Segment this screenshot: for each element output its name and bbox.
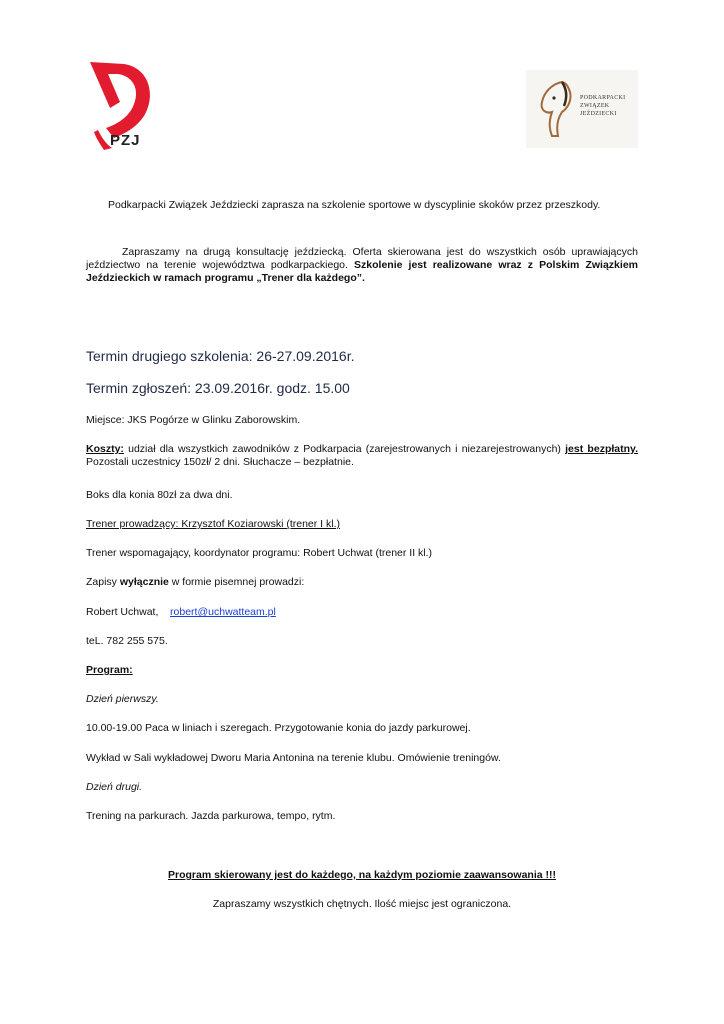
zapisy <box>86 576 304 589</box>
org-line-1: PODKARPACKI <box>580 95 626 101</box>
closing: Zapraszamy wszystkich chętnych. Ilość miejsc jest ograniczona. <box>212 898 512 910</box>
termin-szkolenia: Termin drugiego szkolenia: 26-27.09.2016r. <box>86 348 355 364</box>
koszty-free: jest bezpłatny. <box>565 443 638 455</box>
org-line-2: ZWIĄZEK <box>580 103 610 109</box>
phone: teL. 782 255 575. <box>86 635 168 647</box>
pzj-logo-text: PZJ <box>110 132 141 149</box>
paragraph-normal: Zapraszamy na drugą konsultację jeździecką. Oferta skierowana jest do wszystkich osób uprawiających jeździectwo na terenie województwa podkarpackiego. <box>86 246 638 271</box>
day1-line2: Wykład w Sali wykładowej Dworu Maria Antonina na terenie klubu. Omówienie treningów. <box>86 752 501 764</box>
day1-line1: 10.00-19.00 Paca w liniach i szeregach. Przygotowanie konia do jazdy parkurowej. <box>86 722 471 734</box>
program-label: Program: <box>86 664 133 676</box>
trener-prowadzacy: Trener prowadzący: Krzysztof Koziarowski (trener I kl.) <box>86 518 341 530</box>
termin-zgloszen: Termin zgłoszeń: 23.09.2016r. godz. 15.00 <box>86 380 350 396</box>
zapisy-pre: Zapisy <box>86 576 120 588</box>
contact-email-link[interactable]: robert@uchwatteam.pl <box>170 606 276 618</box>
koszty-label: Koszty: <box>86 443 124 455</box>
trener-wspomagajacy: Trener wspomagający, koordynator programu: Robert Uchwat (trener II kl.) <box>86 547 433 559</box>
invitation-paragraph <box>86 246 638 285</box>
contact-name: Robert Uchwat, <box>86 606 159 618</box>
horse-head-icon <box>532 78 578 140</box>
day1-label: Dzień pierwszy. <box>86 693 159 705</box>
boks: Boks dla konia 80zł za dwa dni. <box>86 489 233 501</box>
pzj-podkarpacki-logo <box>526 70 638 148</box>
day2-label: Dzień drugi. <box>86 781 143 793</box>
zapisy-post: w formie pisemnej prowadzi: <box>168 576 305 588</box>
paragraph-bold: Szkolenie jest realizowane wraz z Polskim Związkiem Jeździeckich w ramach programu „Trener dla każdego”. <box>86 259 638 284</box>
intro-line: Podkarpacki Związek Jeździecki zaprasza na szkolenie sportowe w dyscyplinie skoków przez przeszkody. <box>108 199 601 211</box>
koszty-rest: Pozostali uczestnicy 150zł/ 2 dni. Słuchacze – bezpłatnie. <box>86 456 354 468</box>
org-line-3: JEŹDZIECKI <box>580 111 617 117</box>
day2-line1: Trening na parkurach. Jazda parkurowa, tempo, rytm. <box>86 810 336 822</box>
contact-line <box>86 606 276 619</box>
zapisy-bold: wyłącznie <box>119 576 169 588</box>
koszty-paragraph <box>86 443 638 469</box>
koszty-text: udział dla wszystkich zawodników z Podkarpacia (zarejestrowanych i niezarejestrowanych) <box>123 443 566 455</box>
miejsce: Miejsce: JKS Pogórze w Glinku Zaborowskim. <box>86 414 301 426</box>
closing-bold: Program skierowany jest do każdego, na każdym poziomie zaawansowania !!! <box>167 869 557 881</box>
